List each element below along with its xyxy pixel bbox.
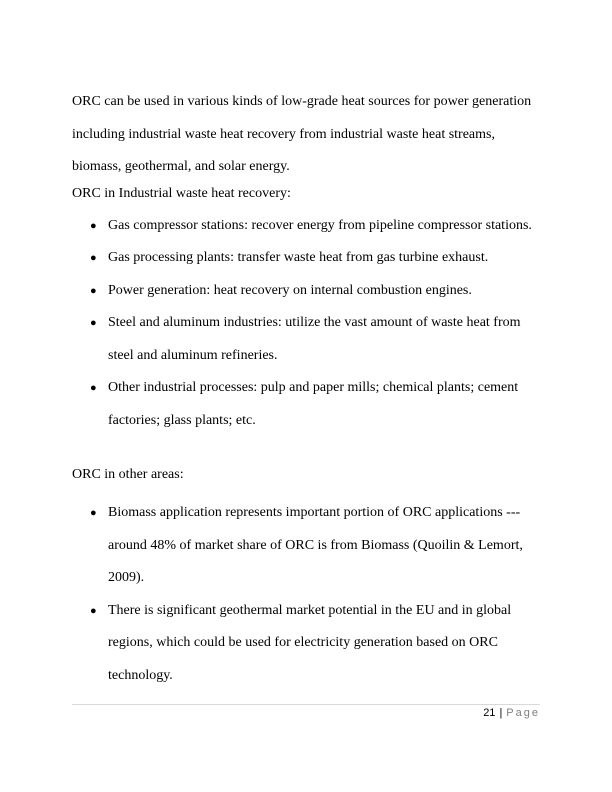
list-item-line-2: factories; glass plants; etc.	[108, 412, 256, 428]
list-item-text: Gas processing plants: transfer waste heat from gas turbine exhaust.	[108, 250, 489, 265]
intro-paragraph	[72, 86, 542, 184]
list-item	[72, 210, 542, 243]
list-item-line-1: Steel and aluminum industries: utilize the vast amount of waste heat from	[108, 315, 521, 330]
list-item-line-1: There is significant geothermal market potential in the EU and in global	[108, 602, 512, 618]
intro-line-3: biomass, geothermal, and solar energy.	[72, 159, 290, 174]
list-item-line-2: steel and aluminum refineries.	[108, 347, 278, 363]
bullet-icon: ●	[90, 219, 97, 232]
page-footer	[483, 707, 540, 719]
other-heading: ORC in other areas:	[72, 467, 184, 482]
list-item-line-2: regions, which could be used for electricity generation based on ORC	[108, 635, 498, 650]
list-item-line-1: Biomass application represents important portion of ORC applications ---	[108, 505, 521, 520]
list-item	[72, 595, 542, 693]
list-item	[72, 307, 542, 372]
bullet-icon: ●	[90, 382, 97, 394]
bullet-icon: ●	[90, 507, 97, 519]
list-item-line-3: 2009).	[108, 570, 145, 585]
list-item-line-1: Other industrial processes: pulp and paper mills; chemical plants; cement	[108, 380, 519, 395]
list-item	[72, 497, 542, 595]
list-item-text: Gas compressor stations: recover energy from pipeline compressor stations.	[108, 217, 532, 233]
page-number: 21	[483, 707, 496, 719]
footer-separator: |	[499, 707, 503, 719]
list-item	[72, 275, 542, 308]
list-item-text: Power generation: heat recovery on internal combustion engines.	[108, 282, 472, 298]
bullet-icon: ●	[90, 252, 97, 264]
list-item	[72, 242, 542, 275]
list-item-line-3: technology.	[108, 667, 173, 683]
intro-line-2: including industrial waste heat recovery from industrial waste heat streams,	[72, 126, 495, 142]
other-list	[72, 497, 542, 692]
page-label: Page	[506, 707, 540, 719]
industrial-heading: ORC in Industrial waste heat recovery:	[72, 185, 291, 201]
intro-line-1: ORC can be used in various kinds of low-grade heat sources for power generation	[72, 94, 532, 109]
list-item	[72, 372, 542, 437]
page-body	[72, 86, 542, 692]
section-spacer	[72, 437, 542, 465]
bullet-icon: ●	[90, 284, 97, 297]
footer-divider	[72, 704, 540, 705]
bullet-icon: ●	[90, 317, 97, 329]
industrial-list	[72, 210, 542, 438]
bullet-icon: ●	[90, 604, 97, 617]
list-item-line-2: around 48% of market share of ORC is from Biomass (Quoilin & Lemort,	[108, 537, 523, 553]
